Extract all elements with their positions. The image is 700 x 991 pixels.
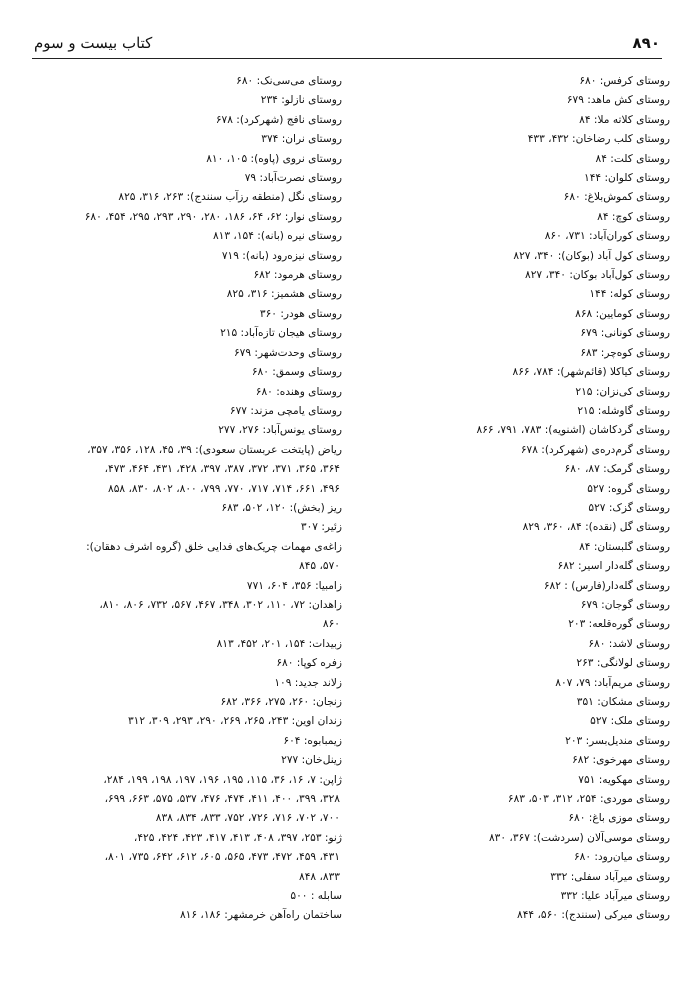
index-entry: روستای کلب رضاخان: ۴۳۲، ۴۳۳ <box>527 133 670 146</box>
index-entry: روستای کیاکلا (قائم‌شهر): ۷۸۴، ۸۶۶ <box>512 366 670 379</box>
index-entry: ژاپن: ۷، ۱۶، ۳۶، ۱۱۵، ۱۹۵، ۱۹۶، ۱۹۷، ۱۹۸، ۱۹۹، ۲۸۴، <box>103 773 342 786</box>
index-entry: زاغه‌ی مهمات چریک‌های فدایی خلق (گروه اشرف دهقان): <box>86 540 342 553</box>
index-entry: روستای یونس‌آباد: ۲۷۶، ۲۷۷ <box>218 424 342 437</box>
index-entry: روستای میان‌رود: ۶۸۰ <box>573 851 670 864</box>
index-entry: ریز (بخش): ۱۲۰، ۵۰۲، ۶۸۳ <box>221 501 342 514</box>
index-entry: روستای گردکاشان (اشنویه): ۷۸۳، ۷۹۱، ۸۶۶ <box>476 424 670 437</box>
page-header <box>32 34 662 59</box>
index-entry: زینل‌خان: ۲۷۷ <box>281 754 342 767</box>
index-entry: روستای وحدت‌شهر: ۶۷۹ <box>233 346 342 359</box>
index-entry: روستای کوله: ۱۴۴ <box>589 288 670 301</box>
index-entry: زیمبابوه: ۶۰۴ <box>283 734 342 747</box>
index-entry: روستای مشکان: ۳۵۱ <box>576 696 670 708</box>
index-entry: روستای می‌سی‌نک: ۶۸۰ <box>236 75 342 87</box>
index-entry: روستای ملک: ۵۲۷ <box>590 715 670 728</box>
index-entry: روستای کموش‌بلاغ: ۶۸۰ <box>563 191 670 204</box>
index-entry: روستای کی‌نزان: ۲۱۵ <box>575 385 670 398</box>
index-entry: ۳۲۸، ۳۹۹، ۴۰۰، ۴۱۱، ۴۷۴، ۴۷۶، ۵۳۷، ۵۷۵، ۶۶۳، ۶۹۹، <box>104 793 340 806</box>
index-entry: روستای وسمق: ۶۸۰ <box>251 366 342 379</box>
index-entry: روستای نروی (پاوه): ۱۰۵، ۸۱۰ <box>206 152 342 165</box>
index-entry: روستای نافج (شهرکرد): ۶۷۸ <box>215 113 342 126</box>
index-entry: روستای میرآباد سفلی: ۳۳۲ <box>550 870 670 883</box>
index-entry: زبیدات: ۱۵۴، ۲۰۱، ۴۵۲، ۸۱۳ <box>216 637 342 650</box>
index-entry: ۳۶۴، ۳۶۵، ۳۷۱، ۳۷۲، ۳۸۷، ۳۹۷، ۴۲۸، ۴۳۱، ۴۶۴، ۴۷۳، <box>104 463 340 476</box>
index-entry: روستای نصرت‌آباد: ۷۹ <box>244 172 342 185</box>
page-number: ۸۹۰ <box>632 34 660 52</box>
index-entry: روستای گل (نقده): ۸۴، ۳۶۰، ۸۲۹ <box>522 521 670 534</box>
index-entry: زندان اوین: ۲۴۳، ۲۶۵، ۲۶۹، ۲۹۰، ۲۹۳، ۳۰۹، ۳۱۲ <box>127 715 342 728</box>
index-entry: زلاند جدید: ۱۰۹ <box>274 676 342 689</box>
index-entry: روستای کلوان: ۱۴۴ <box>584 172 670 185</box>
book-title: کتاب بیست و سوم <box>34 34 153 52</box>
index-entry: روستای گرم‌دره‌ی (شهرکرد): ۶۷۸ <box>520 443 670 456</box>
index-entry: ۸۳۳، ۸۴۸ <box>299 870 340 883</box>
index-entry: روستای گله‌دار اسیر: ۶۸۲ <box>557 560 670 573</box>
index-entry: روستای نیزه‌رود (بانه): ۷۱۹ <box>221 249 342 262</box>
index-entry: ساختمان راه‌آهن خرمشهر: ۱۸۶، ۸۱۶ <box>179 909 342 922</box>
index-entry: روستای نران: ۳۷۴ <box>261 133 342 146</box>
index-entry: روستای کش ماهد: ۶۷۹ <box>566 94 670 107</box>
index-column-right <box>372 72 670 926</box>
index-entry: روستای میرآباد علیا: ۳۳۲ <box>560 890 670 903</box>
index-entry: روستای میرکی (سنندج): ۵۶۰، ۸۴۴ <box>517 909 670 922</box>
index-entry: روستای نیره (بانه): ۱۵۴، ۸۱۳ <box>212 230 342 243</box>
index-entry: روستای هرمود: ۶۸۲ <box>253 269 342 282</box>
index-entry: ۴۳۱، ۴۵۹، ۴۷۲، ۴۷۳، ۵۶۵، ۶۰۵، ۶۱۲، ۶۴۲، ۷۳۵، ۸۰۱، <box>104 851 340 864</box>
index-entry: روستای نگل (منطقه رزآب سنندج): ۲۶۳، ۳۱۶، ۸۲۵ <box>118 191 342 204</box>
index-entry: روستای گروه: ۵۲۷ <box>587 482 670 495</box>
index-entry: زنجان: ۲۶۰، ۲۷۵، ۳۶۶، ۶۸۲ <box>220 696 342 708</box>
index-entry: ۸۶۰ <box>322 618 340 631</box>
index-entry: روستای موزی باغ: ۶۸۰ <box>568 812 670 825</box>
index-entry: روستای کلت: ۸۴ <box>595 152 670 165</box>
index-entry: ۴۹۶، ۶۶۱، ۷۱۴، ۷۱۷، ۷۷۰، ۷۹۹، ۸۰۰، ۸۰۲، ۸۳۰، ۸۵۸ <box>108 482 340 495</box>
index-entry: روستای یامچی مزند: ۶۷۷ <box>229 404 342 417</box>
index-entry: ریاض (پایتخت عربستان سعودی): ۳۹، ۴۵، ۱۲۸، ۳۵۶، ۳۵۷، <box>87 443 342 456</box>
index-entry: روستای کونانی: ۶۷۹ <box>580 327 670 340</box>
index-entry: روستای گوجان: ۶۷۹ <box>580 598 670 611</box>
index-entry: روستای وهنده: ۶۸۰ <box>255 385 342 398</box>
index-entry: روستای گرمک: ۸۷، ۶۸۰ <box>564 463 670 476</box>
index-entry: روستای مهکویه: ۷۵۱ <box>578 773 670 786</box>
index-entry: زامبیا: ۳۵۶، ۶۰۴، ۷۷۱ <box>246 579 342 592</box>
index-column-left <box>30 72 342 926</box>
index-entry: زاهدان: ۷۲، ۱۱۰، ۳۰۲، ۳۴۸، ۴۶۷، ۵۶۷، ۷۳۲، ۸۰۶، ۸۱۰، <box>99 598 342 611</box>
index-entry: روستای کول‌آباد بوکان: ۳۴۰، ۸۲۷ <box>525 269 670 282</box>
index-entry: روستای کول آباد (بوکان): ۳۴۰، ۸۲۷ <box>513 249 670 262</box>
index-entry: روستای هیجان تازه‌آباد: ۲۱۵ <box>220 327 342 340</box>
index-entry: روستای لاشد: ۶۸۰ <box>588 637 670 650</box>
index-entry: ژنو: ۲۵۳، ۳۹۷، ۴۰۸، ۴۱۳، ۴۱۷، ۴۲۳، ۴۲۴، ۴۲۵، <box>133 831 342 844</box>
index-entry: ۵۷۰، ۸۴۵ <box>299 560 340 573</box>
index-entry: ۷۰۰، ۷۰۲، ۷۱۶، ۷۲۶، ۷۵۲، ۸۳۳، ۸۳۴، ۸۳۸ <box>155 812 340 825</box>
index-entry: روستای کرفس: ۶۸۰ <box>579 75 670 87</box>
index-entry: روستای گاوشله: ۲۱۵ <box>577 404 670 417</box>
index-entry: روستای کوران‌آباد: ۷۳۱، ۸۶۰ <box>544 230 670 243</box>
index-entry: روستای موردی: ۲۵۴، ۳۱۲، ۵۰۳، ۶۸۳ <box>507 793 670 806</box>
index-entry: روستای هودر: ۳۶۰ <box>259 307 342 320</box>
index-entry: روستای هشمیز: ۳۱۶، ۸۲۵ <box>226 288 342 301</box>
index-entry: روستای مهرخوی: ۶۸۲ <box>572 754 670 767</box>
index-entry: روستای نازلو: ۲۳۴ <box>260 94 342 107</box>
index-entry: روستای کوه‌چر: ۶۸۳ <box>580 346 670 359</box>
index-entry: روستای کوچ: ۸۴ <box>597 210 670 223</box>
index-entry: روستای کلاته ملا: ۸۴ <box>579 113 670 126</box>
index-entry: روستای گوره‌قلعه: ۲۰۳ <box>568 618 670 631</box>
index-entry: روستای موسی‌آلان (سردشت): ۳۶۷، ۸۳۰ <box>488 831 670 844</box>
index-entry: روستای مندیل‌بسر: ۲۰۳ <box>565 734 670 747</box>
index-entry: روستای گزک: ۵۲۷ <box>588 501 670 514</box>
index-entry: زفره کوپا: ۶۸۰ <box>276 657 342 670</box>
index-entry: روستای گله‌دار(فارس) : ۶۸۲ <box>543 579 670 592</box>
index-entry: روستای نوار: ۶۲، ۶۴، ۱۸۶، ۲۸۰، ۲۹۰، ۲۹۳، ۲۹۵، ۴۵۴، ۶۸۰ <box>84 210 342 223</box>
index-entry: روستای لولانگی: ۲۶۳ <box>576 657 670 670</box>
index-entry: روستای مریم‌آباد: ۷۹، ۸۰۷ <box>555 676 670 689</box>
index-entry: روستای کومایین: ۸۶۸ <box>575 307 670 320</box>
index-entry: سابله : ۵۰۰ <box>290 890 342 903</box>
index-entry: روستای گلبستان: ۸۴ <box>579 540 670 553</box>
index-entry: زئیر: ۳۰۷ <box>300 521 342 534</box>
